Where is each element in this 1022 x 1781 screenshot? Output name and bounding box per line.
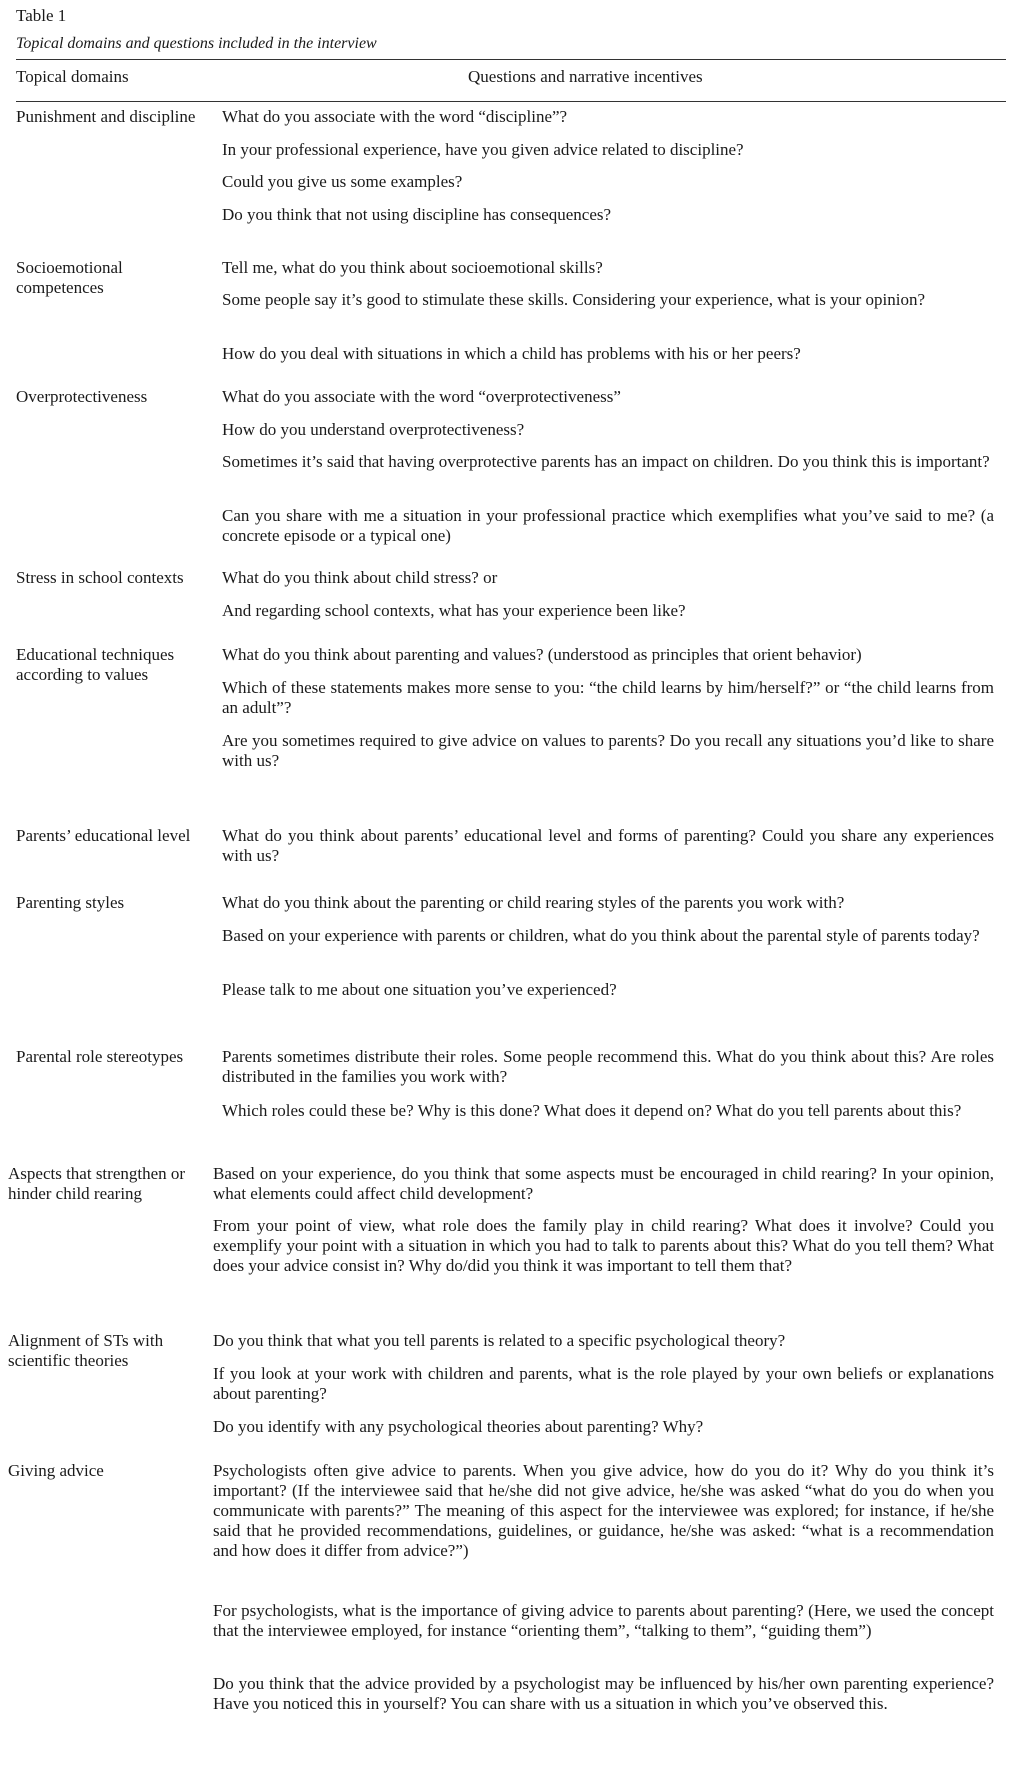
question-text: Could you give us some examples?: [222, 172, 463, 191]
question-text: And regarding school contexts, what has your experience been like?: [222, 601, 686, 620]
top-rule: [16, 59, 1006, 60]
question-text: How do you understand overprotectiveness?: [222, 420, 525, 439]
question-text: Are you sometimes required to give advice on values to parents? Do you recall any situations you’d like to share with us?: [222, 731, 994, 770]
question-text: Tell me, what do you think about socioemotional skills?: [222, 258, 603, 277]
question-text: Can you share with me a situation in your professional practice which exemplifies what you’ve said to me? (a concrete episode or a typical one): [222, 506, 994, 545]
question-text: Psychologists often give advice to parents. When you give advice, how do you do it? Why do you think it’s important? (If the interviewee said that he/she did not give advice, he/she was asked “what do you do when you communicate with parents?” The meaning of this aspect for the interviewee was explored; for instance, if he/she said that he provided recommendations, guidelines, or guidance, he/she was asked: “what is a recommendation and how does it differ from advice?”): [213, 1461, 994, 1560]
topical-domain: Parenting styles: [16, 893, 125, 912]
question-text: In your professional experience, have you given advice related to discipline?: [222, 140, 744, 159]
topical-domain: Socioemotional competences: [16, 258, 123, 297]
table-caption: Topical domains and questions included in the interview: [16, 35, 377, 52]
topical-domain: Parents’ educational level: [16, 826, 191, 845]
question-text: What do you think about the parenting or child rearing styles of the parents you work with?: [222, 893, 845, 912]
question-text: Which roles could these be? Why is this done? What does it depend on? What do you tell parents about this?: [222, 1101, 962, 1120]
question-text: If you look at your work with children and parents, what is the role played by your own beliefs or explanations about parenting?: [213, 1364, 994, 1403]
question-text: Parents sometimes distribute their roles. Some people recommend this. What do you think about this? Are roles distributed in the families you work with?: [222, 1047, 994, 1086]
topical-domain: Alignment of STs with scientific theories: [8, 1331, 164, 1370]
question-text: What do you associate with the word “overprotectiveness”: [222, 387, 621, 406]
topical-domain: Stress in school contexts: [16, 568, 184, 587]
topical-domain: Educational techniques according to values: [16, 645, 175, 684]
question-text: Do you identify with any psychological theories about parenting? Why?: [213, 1417, 704, 1436]
question-text: Do you think that not using discipline has consequences?: [222, 205, 612, 224]
question-text: What do you think about child stress? or: [222, 568, 498, 587]
topical-domain: Parental role stereotypes: [16, 1047, 184, 1066]
table-label: Table 1: [16, 6, 67, 25]
question-text: For psychologists, what is the importance of giving advice to parents about parenting? (Here, we used the concept that the interviewee employed, for instance “orienting them”, “talking to them”, “guiding them”): [213, 1601, 994, 1640]
column-header-domains: Topical domains: [16, 67, 129, 86]
question-text: Do you think that the advice provided by a psychologist may be influenced by his/her own parenting experience? Have you noticed this in yourself? You can share with us a situation in which you’ve observed this.: [213, 1674, 994, 1713]
question-text: Do you think that what you tell parents is related to a specific psychological theory?: [213, 1331, 786, 1350]
question-text: Please talk to me about one situation you’ve experienced?: [222, 980, 617, 999]
question-text: Based on your experience, do you think that some aspects must be encouraged in child rearing? In your opinion, what elements could affect child development?: [213, 1164, 994, 1203]
column-header-questions: Questions and narrative incentives: [468, 67, 703, 86]
question-text: Some people say it’s good to stimulate these skills. Considering your experience, what is your opinion?: [222, 290, 926, 309]
topical-domain: Giving advice: [8, 1461, 104, 1480]
question-text: Which of these statements makes more sense to you: “the child learns by him/herself?” or “the child learns from an adult”?: [222, 678, 994, 717]
question-text: What do you think about parents’ educational level and forms of parenting? Could you share any experiences with us?: [222, 826, 994, 865]
header-rule: [16, 101, 1006, 102]
question-text: From your point of view, what role does the family play in child rearing? What does it involve? Could you exemplify your point with a situation in which you had to talk to parents about this? What do you tell them? What does your advice consist in? Why do/did you think it was important to tell them that?: [213, 1216, 994, 1275]
question-text: What do you associate with the word “discipline”?: [222, 107, 568, 126]
topical-domain: Aspects that strengthen or hinder child rearing: [8, 1164, 186, 1203]
question-text: Sometimes it’s said that having overprotective parents has an impact on children. Do you think this is important?: [222, 452, 990, 471]
topical-domain: Overprotectiveness: [16, 387, 148, 406]
question-text: What do you think about parenting and values? (understood as principles that orient behavior): [222, 645, 862, 664]
question-text: How do you deal with situations in which a child has problems with his or her peers?: [222, 344, 801, 363]
topical-domain: Punishment and discipline: [16, 107, 196, 126]
question-text: Based on your experience with parents or children, what do you think about the parental style of parents today?: [222, 926, 980, 945]
